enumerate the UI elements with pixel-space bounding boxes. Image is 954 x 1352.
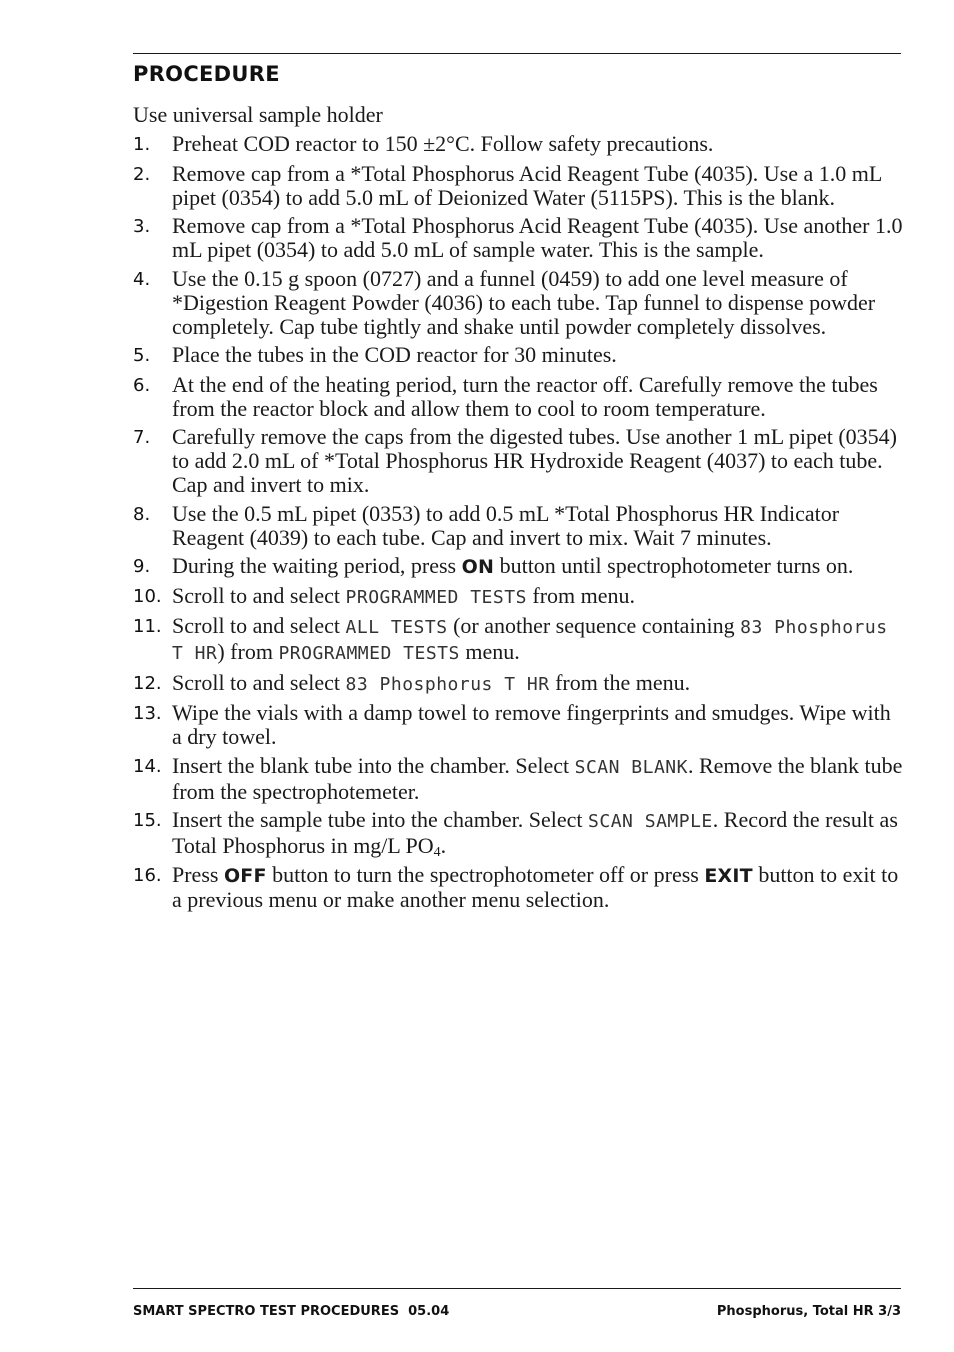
- step-text-run: Press: [172, 861, 224, 887]
- step-number: 11.: [133, 616, 162, 637]
- footer-page-label: Phosphorus, Total HR 3/3: [716, 1304, 901, 1319]
- step-text: [172, 701, 903, 749]
- step-text: [172, 584, 903, 610]
- step-text-run: button to turn the spectrophotometer off or press: [266, 861, 705, 887]
- step-number: 8.: [133, 503, 151, 525]
- step-text-run: from the menu.: [549, 669, 691, 695]
- procedure-step: [133, 132, 903, 157]
- step-text-run: . Record the result as Total Phosphorus in mg/L PO: [172, 807, 898, 858]
- step-number: 10.: [133, 585, 162, 607]
- display-menu-text: PROGRAMMED TESTS: [278, 643, 460, 664]
- intro-text: Use universal sample holder: [133, 102, 383, 127]
- step-text-run: Wipe the vials with a damp towel to remove fingerprints and smudges. Wipe with a dry towel.: [172, 700, 891, 749]
- step-number: 4.: [133, 268, 151, 290]
- step-text-run: During the waiting period, press: [172, 553, 462, 578]
- step-number: 13.: [133, 703, 162, 724]
- step-number: 7.: [133, 427, 151, 448]
- step-text-run: button until spectrophotometer turns on.: [494, 553, 854, 578]
- step-text-run: Place the tubes in the COD reactor for 30 minutes.: [172, 342, 617, 367]
- step-number: 5.: [133, 345, 151, 366]
- display-menu-text: PROGRAMMED TESTS: [345, 586, 527, 608]
- step-number: 12.: [133, 672, 162, 694]
- top-rule: [133, 53, 901, 54]
- step-text: [172, 754, 903, 804]
- button-key-label: EXIT: [704, 864, 753, 887]
- footer-doc-title: SMART SPECTRO TEST PROCEDURES 05.04: [133, 1304, 450, 1319]
- step-text-run: menu.: [459, 639, 520, 664]
- procedure-step: [133, 214, 903, 262]
- step-number: 16.: [133, 864, 162, 886]
- procedure-step: [133, 554, 903, 579]
- step-text: [172, 132, 903, 156]
- display-menu-text: ALL TESTS: [345, 617, 448, 638]
- step-text: [172, 162, 903, 210]
- procedure-step: [133, 584, 903, 610]
- procedure-step: [133, 754, 903, 804]
- display-menu-text: 83 Phosphorus T HR: [172, 617, 888, 664]
- procedure-step: [133, 502, 903, 550]
- display-menu-text: SCAN SAMPLE: [588, 811, 713, 832]
- step-text-run: Scroll to and select: [172, 613, 346, 638]
- procedure-step: [133, 373, 903, 421]
- step-text: [172, 425, 903, 497]
- step-text: [172, 214, 903, 262]
- step-number: 2.: [133, 163, 151, 185]
- step-text: [172, 502, 903, 550]
- button-key-label: OFF: [223, 864, 267, 887]
- step-text-run: button to exit to a previous menu or make another menu selection.: [172, 861, 899, 912]
- procedure-steps-list: [133, 132, 903, 916]
- step-text-run: Remove cap from a *Total Phosphorus Acid Reagent Tube (4035). Use another 1.0 mL pipet (0354) to add 5.0 mL of sample water. This is the sample.: [172, 213, 903, 262]
- step-text-run: Preheat COD reactor to 150 ±2°C. Follow safety precautions.: [172, 131, 714, 156]
- procedure-step: [133, 614, 903, 666]
- step-text-run: Scroll to and select: [172, 669, 346, 695]
- step-text: [172, 808, 903, 858]
- step-text: [172, 671, 903, 697]
- step-number: 6.: [133, 374, 151, 396]
- bottom-rule: [133, 1288, 901, 1289]
- step-text-run: At the end of the heating period, turn the reactor off. Carefully remove the tubes from the reactor block and allow them to cool to room temperature.: [172, 371, 878, 421]
- procedure-step: [133, 162, 903, 210]
- procedure-heading: PROCEDURE: [133, 62, 280, 86]
- procedure-step: [133, 425, 903, 497]
- procedure-step: [133, 808, 903, 858]
- step-text-run: Carefully remove the caps from the digested tubes. Use another 1 mL pipet (0354) to add 2.0 mL of *Total Phosphorus HR Hydroxide Reagent (4037) to each tube. Cap and invert to mix.: [172, 424, 897, 497]
- subscript-text: 4: [433, 845, 441, 860]
- step-text-run: Remove cap from a *Total Phosphorus Acid Reagent Tube (4035). Use a 1.0 mL pipet (0354) to add 5.0 mL of Deionized Water (5115PS). This is the blank.: [172, 160, 882, 210]
- step-text: [172, 343, 903, 367]
- step-text-run: (or another sequence containing: [447, 613, 741, 638]
- procedure-step: [133, 863, 903, 912]
- step-number: 3.: [133, 216, 151, 237]
- step-text-run: Insert the sample tube into the chamber. Select: [172, 807, 589, 832]
- step-text-run: Use the 0.5 mL pipet (0353) to add 0.5 mL *Total Phosphorus HR Indicator Reagent (4039) to each tube. Cap and invert to mix. Wait 7 minutes.: [172, 500, 840, 550]
- step-text: [172, 614, 903, 666]
- step-number: 1.: [133, 134, 151, 155]
- step-text-run: ) from: [217, 639, 279, 664]
- button-key-label: ON: [461, 556, 495, 578]
- step-text-run: Scroll to and select: [172, 582, 346, 608]
- display-menu-text: 83 Phosphorus T HR: [345, 673, 550, 695]
- display-menu-text: SCAN BLANK: [574, 756, 688, 778]
- step-text-run: .: [440, 833, 447, 858]
- procedure-step: [133, 671, 903, 697]
- step-text-run: from menu.: [526, 582, 636, 608]
- step-text: [172, 373, 903, 421]
- step-text-run: . Remove the blank tube from the spectrophotemeter.: [172, 752, 903, 804]
- procedure-step: [133, 267, 903, 339]
- step-text: [172, 554, 903, 579]
- step-text-run: Insert the blank tube into the chamber. Select: [172, 752, 575, 778]
- procedure-step: [133, 701, 903, 749]
- step-text: [172, 863, 903, 912]
- step-text-run: Use the 0.15 g spoon (0727) and a funnel (0459) to add one level measure of *Digestion Reagent Powder (4036) to each tube. Tap funnel to dispense powder completely. Cap tube tightly and shake until powder completely dissolves.: [172, 265, 876, 339]
- step-text: [172, 267, 903, 339]
- step-number: 14.: [133, 755, 162, 777]
- step-number: 9.: [133, 556, 151, 577]
- procedure-step: [133, 343, 903, 368]
- step-number: 15.: [133, 810, 162, 831]
